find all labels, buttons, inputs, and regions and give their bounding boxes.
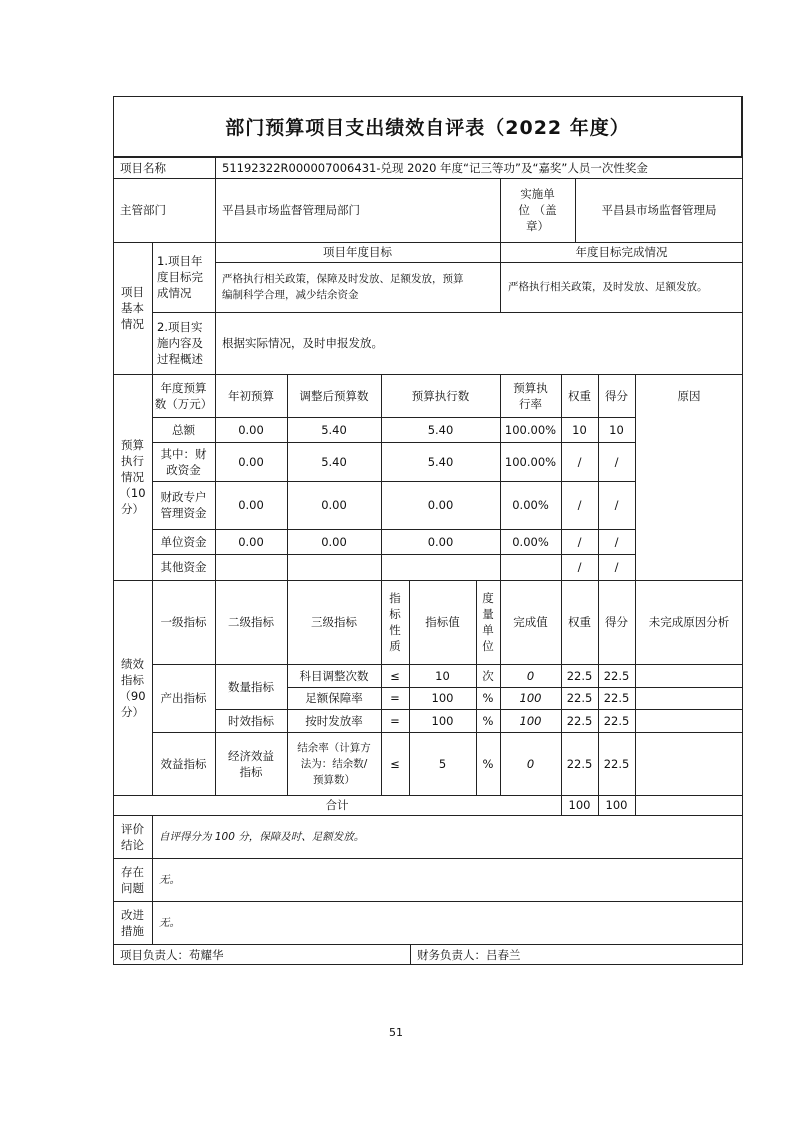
budget-cell: 5.40 bbox=[427, 454, 454, 469]
budget-header: 原因 bbox=[677, 388, 701, 403]
finance-lead: 财务负责人：吕春兰 bbox=[417, 947, 521, 962]
measures-label: 改进 措施 bbox=[121, 907, 144, 938]
perf-score: 22.5 bbox=[603, 668, 630, 683]
budget-cell: 0.00% bbox=[512, 498, 549, 512]
budget-cell: 100.00% bbox=[504, 454, 557, 469]
perf-target: 100 bbox=[431, 691, 454, 705]
perf-actual: 100 bbox=[519, 691, 542, 705]
evaluation-label: 评价 结论 bbox=[121, 821, 144, 852]
perf-level2: 时效指标 bbox=[228, 713, 274, 728]
perf-weight: 22.5 bbox=[566, 713, 593, 728]
budget-section-label: 预算 执行 情况 （10 分） bbox=[119, 438, 146, 516]
perf-level1: 产出指标 bbox=[160, 691, 207, 705]
total-score: 100 bbox=[605, 798, 628, 812]
goal-column-header: 项目年度目标 bbox=[323, 245, 392, 259]
perf-actual: 0 bbox=[526, 668, 535, 683]
budget-header: 预算执行数 bbox=[411, 388, 470, 403]
perf-l3: 足额保障率 bbox=[305, 691, 363, 705]
perf-unit: % bbox=[482, 713, 494, 728]
budget-row-name: 其他资金 bbox=[160, 560, 207, 574]
measures-text: 无。 bbox=[159, 916, 180, 929]
budget-cell: 0.00 bbox=[321, 534, 347, 549]
perf-level2: 经济效益 指标 bbox=[228, 748, 274, 779]
perf-score: 22.5 bbox=[603, 713, 630, 728]
perf-header: 完成值 bbox=[513, 615, 548, 629]
budget-cell: 10 bbox=[609, 422, 624, 437]
perf-l3: 科目调整次数 bbox=[299, 668, 369, 683]
perf-unit: % bbox=[482, 756, 494, 771]
perf-header: 权重 bbox=[568, 615, 591, 629]
perf-l3: 结余率（计算方 法为：结余数/ 预算数） bbox=[297, 741, 371, 786]
budget-cell: 0.00 bbox=[427, 534, 454, 549]
perf-score: 22.5 bbox=[603, 756, 630, 771]
budget-cell: 0.00 bbox=[238, 534, 264, 549]
perf-header: 一级指标 bbox=[160, 615, 207, 629]
perf-weight: 22.5 bbox=[566, 756, 593, 771]
perf-header: 二级指标 bbox=[228, 615, 274, 629]
budget-cell: / bbox=[577, 454, 582, 469]
perf-unit: 次 bbox=[482, 668, 494, 683]
budget-row-name: 单位资金 bbox=[160, 534, 207, 549]
budget-header: 得分 bbox=[605, 388, 628, 403]
impl-text: 根据实际情况，及时申报发放。 bbox=[222, 336, 383, 350]
perf-header: 得分 bbox=[605, 615, 628, 629]
page-number: 51 bbox=[389, 1026, 403, 1039]
budget-cell: 5.40 bbox=[321, 422, 347, 437]
perf-header: 三级指标 bbox=[311, 615, 357, 629]
evaluation-form bbox=[113, 96, 743, 965]
impl-section-label: 2.项目实 施内容及 过程概述 bbox=[157, 320, 203, 366]
budget-header: 年初预算 bbox=[228, 388, 274, 403]
budget-row-name: 其中：财 政资金 bbox=[160, 446, 207, 477]
perf-nature: = bbox=[390, 691, 400, 705]
budget-cell: / bbox=[614, 454, 619, 469]
budget-cell: 0.00% bbox=[512, 534, 549, 549]
perf-level1: 效益指标 bbox=[160, 756, 207, 771]
perf-header: 指 标 性 质 bbox=[389, 591, 401, 653]
perf-section-label: 绩效 指标 （90 分） bbox=[119, 656, 146, 719]
budget-cell: / bbox=[577, 560, 582, 574]
evaluation-text: 自评得分为 100 分，保障及时、足额发放。 bbox=[159, 830, 365, 843]
budget-cell: / bbox=[577, 498, 582, 512]
budget-cell: 0.00 bbox=[427, 498, 454, 512]
budget-header: 调整后预算数 bbox=[299, 388, 369, 403]
form-title: 部门预算项目支出绩效自评表（2022 年度） bbox=[113, 96, 742, 157]
perf-l3: 按时发放率 bbox=[305, 713, 363, 728]
perf-nature: = bbox=[390, 713, 400, 728]
budget-cell: 0.00 bbox=[238, 422, 264, 437]
perf-level2: 数量指标 bbox=[228, 679, 274, 694]
perf-unit: % bbox=[482, 691, 494, 705]
budget-cell: 10 bbox=[572, 422, 587, 437]
budget-cell: 100.00% bbox=[504, 422, 557, 437]
budget-cell: 0.00 bbox=[238, 454, 264, 469]
budget-cell: 5.40 bbox=[321, 454, 347, 469]
perf-weight: 22.5 bbox=[566, 691, 593, 705]
budget-cell: 0.00 bbox=[238, 498, 264, 512]
budget-cell: / bbox=[614, 560, 619, 574]
total-weight: 100 bbox=[568, 798, 591, 812]
project-name-value: 51192322R000007006431-兑现 2020 年度“记三等功”及“嘉奖”人员一次性奖金 bbox=[222, 160, 648, 175]
dept-label: 主管部门 bbox=[120, 203, 166, 217]
perf-nature: ≤ bbox=[390, 756, 400, 771]
budget-header: 年度预算 数（万元） bbox=[154, 380, 213, 411]
budget-header: 权重 bbox=[568, 388, 591, 403]
impl-unit-label: 实施单 位 （盖 章） bbox=[518, 187, 557, 233]
basic-info-label: 项目 基本 情况 bbox=[121, 285, 144, 331]
budget-cell: / bbox=[577, 534, 582, 549]
perf-weight: 22.5 bbox=[566, 668, 593, 683]
perf-actual: 0 bbox=[526, 756, 535, 771]
budget-cell: / bbox=[614, 498, 619, 512]
issues-label: 存在 问题 bbox=[121, 864, 144, 895]
perf-target: 100 bbox=[431, 713, 454, 728]
perf-target: 10 bbox=[435, 668, 450, 683]
perf-header: 未完成原因分析 bbox=[648, 615, 730, 629]
perf-header: 度 量 单 位 bbox=[482, 591, 494, 653]
done-text: 严格执行相关政策，及时发放、足额发放。 bbox=[508, 281, 708, 293]
budget-header: 预算执 行率 bbox=[513, 380, 548, 411]
impl-unit-value: 平昌县市场监督管理局 bbox=[601, 203, 717, 217]
dept-value: 平昌县市场监督管理局部门 bbox=[222, 203, 360, 217]
done-column-header: 年度目标完成情况 bbox=[575, 245, 668, 259]
project-name-label: 项目名称 bbox=[120, 160, 166, 175]
budget-row-name: 总额 bbox=[172, 422, 195, 437]
budget-cell: 5.40 bbox=[427, 422, 454, 437]
issues-text: 无。 bbox=[159, 873, 180, 886]
budget-row-name: 财政专户 管理资金 bbox=[160, 490, 207, 520]
perf-target: 5 bbox=[438, 756, 447, 771]
budget-cell: 0.00 bbox=[321, 498, 347, 512]
goal-text: 严格执行相关政策，保障及时发放、足额发放，预算 编制科学合理，减少结余资金 bbox=[222, 273, 464, 301]
perf-score: 22.5 bbox=[603, 691, 630, 705]
total-label: 合计 bbox=[325, 798, 349, 812]
perf-header: 指标值 bbox=[425, 615, 460, 629]
budget-cell: / bbox=[614, 534, 619, 549]
goal-section-label: 1.项目年 度目标完 成情况 bbox=[157, 254, 203, 300]
project-lead: 项目负责人：苟耀华 bbox=[120, 947, 224, 962]
perf-actual: 100 bbox=[519, 713, 542, 728]
perf-nature: ≤ bbox=[390, 668, 400, 683]
